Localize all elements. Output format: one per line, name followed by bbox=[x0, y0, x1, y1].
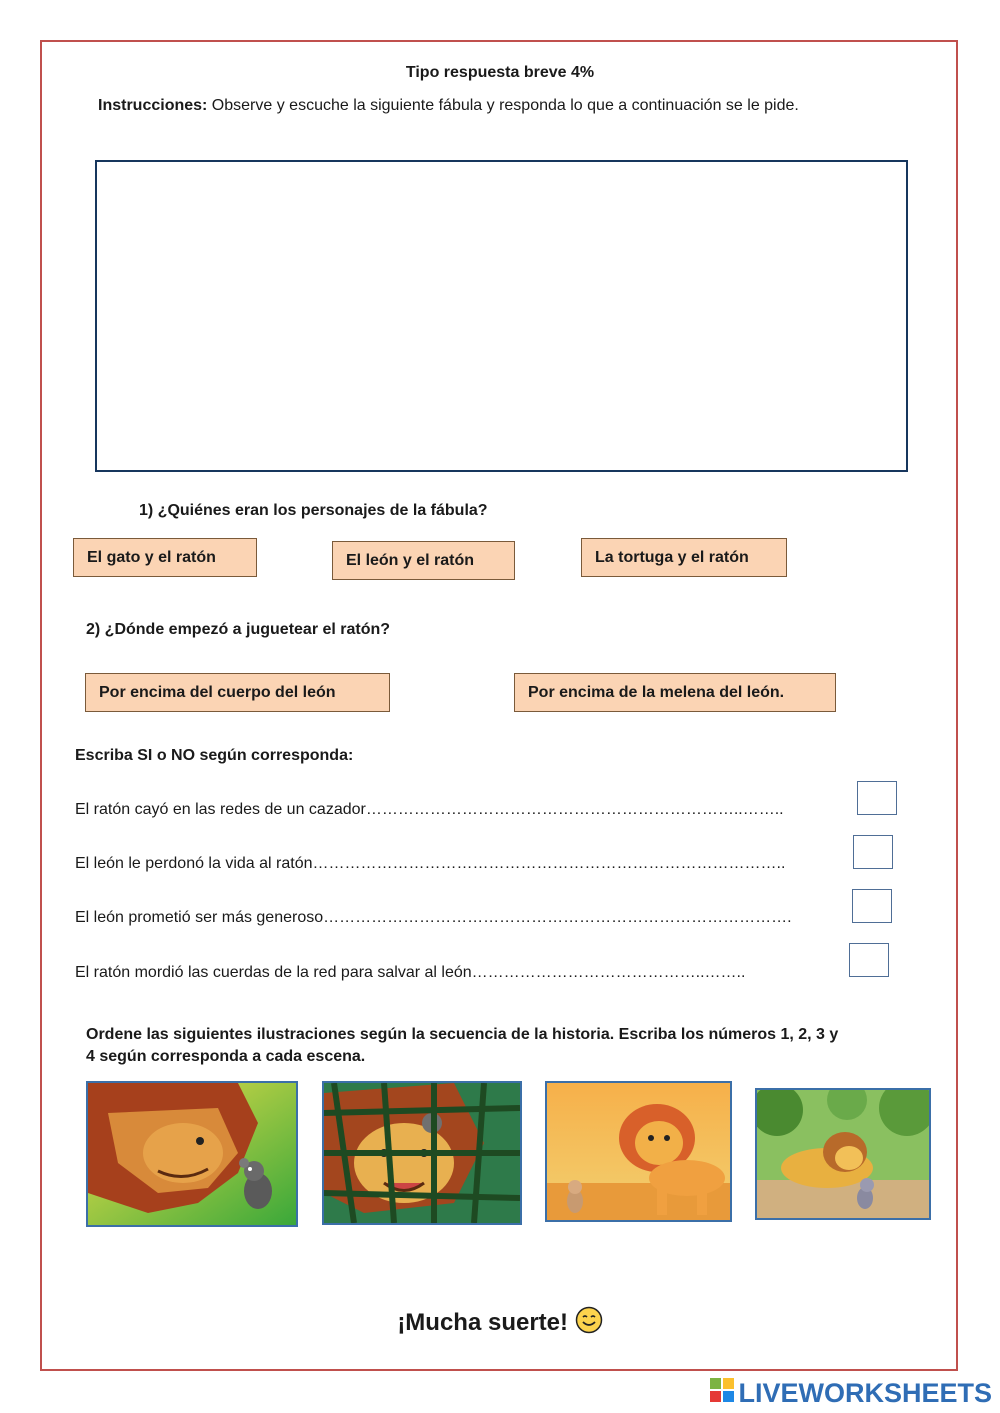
liveworksheets-brand bbox=[710, 1378, 992, 1409]
q1-option-turtle-mouse[interactable]: La tortuga y el ratón bbox=[581, 538, 787, 577]
good-luck-text: ¡Mucha suerte! bbox=[397, 1308, 569, 1336]
q2-option-mane[interactable]: Por encima de la melena del león. bbox=[514, 673, 836, 712]
answer-box-4[interactable] bbox=[849, 943, 889, 977]
statement-3: El león prometió ser más generoso……………………………………………………………………………. bbox=[75, 909, 792, 926]
answer-box-1[interactable] bbox=[857, 781, 897, 815]
illustration-lion-in-net[interactable] bbox=[322, 1081, 522, 1225]
illustration-lion-savanna[interactable] bbox=[545, 1081, 732, 1222]
good-luck-message bbox=[0, 1306, 1000, 1341]
statement-2: El león le perdonó la vida al ratón…………………………………………………………………………….. bbox=[75, 855, 786, 872]
brand-text: LIVEWORKSHEETS bbox=[738, 1378, 992, 1408]
ordering-instruction: Ordene las siguientes ilustraciones según la secuencia de la historia. Escriba los números 1, 2, 3 y 4 según corresponda a cada escena. bbox=[86, 1026, 839, 1065]
illustration-angry-lion[interactable] bbox=[86, 1081, 298, 1227]
statement-4: El ratón mordió las cuerdas de la red para salvar al león……………………………………..…….. bbox=[75, 964, 746, 981]
illustration-sleeping-lion[interactable] bbox=[755, 1088, 931, 1220]
question-2: 2) ¿Dónde empezó a juguetear el ratón? bbox=[86, 621, 391, 638]
q1-option-cat-mouse[interactable]: El gato y el ratón bbox=[73, 538, 257, 577]
si-no-heading: Escriba SI o NO según corresponda: bbox=[75, 747, 354, 764]
instructions-text: Observe y escuche la siguiente fábula y responda lo que a continuación se le pide. bbox=[207, 97, 799, 114]
video-player-area[interactable] bbox=[95, 160, 908, 472]
answer-box-2[interactable] bbox=[853, 835, 893, 869]
smiley-icon bbox=[575, 1306, 603, 1341]
page-title: Tipo respuesta breve 4% bbox=[405, 64, 595, 81]
answer-box-3[interactable] bbox=[852, 889, 892, 923]
instructions-label: Instrucciones: bbox=[98, 97, 208, 114]
question-1: 1) ¿Quiénes eran los personajes de la fábula? bbox=[139, 502, 488, 519]
liveworksheets-logo-icon bbox=[710, 1378, 734, 1409]
q1-option-lion-mouse[interactable]: El león y el ratón bbox=[332, 541, 515, 580]
q2-option-body[interactable]: Por encima del cuerpo del león bbox=[85, 673, 390, 712]
statement-1: El ratón cayó en las redes de un cazador……………………………………………………………..…….. bbox=[75, 801, 784, 818]
instructions bbox=[98, 94, 888, 117]
